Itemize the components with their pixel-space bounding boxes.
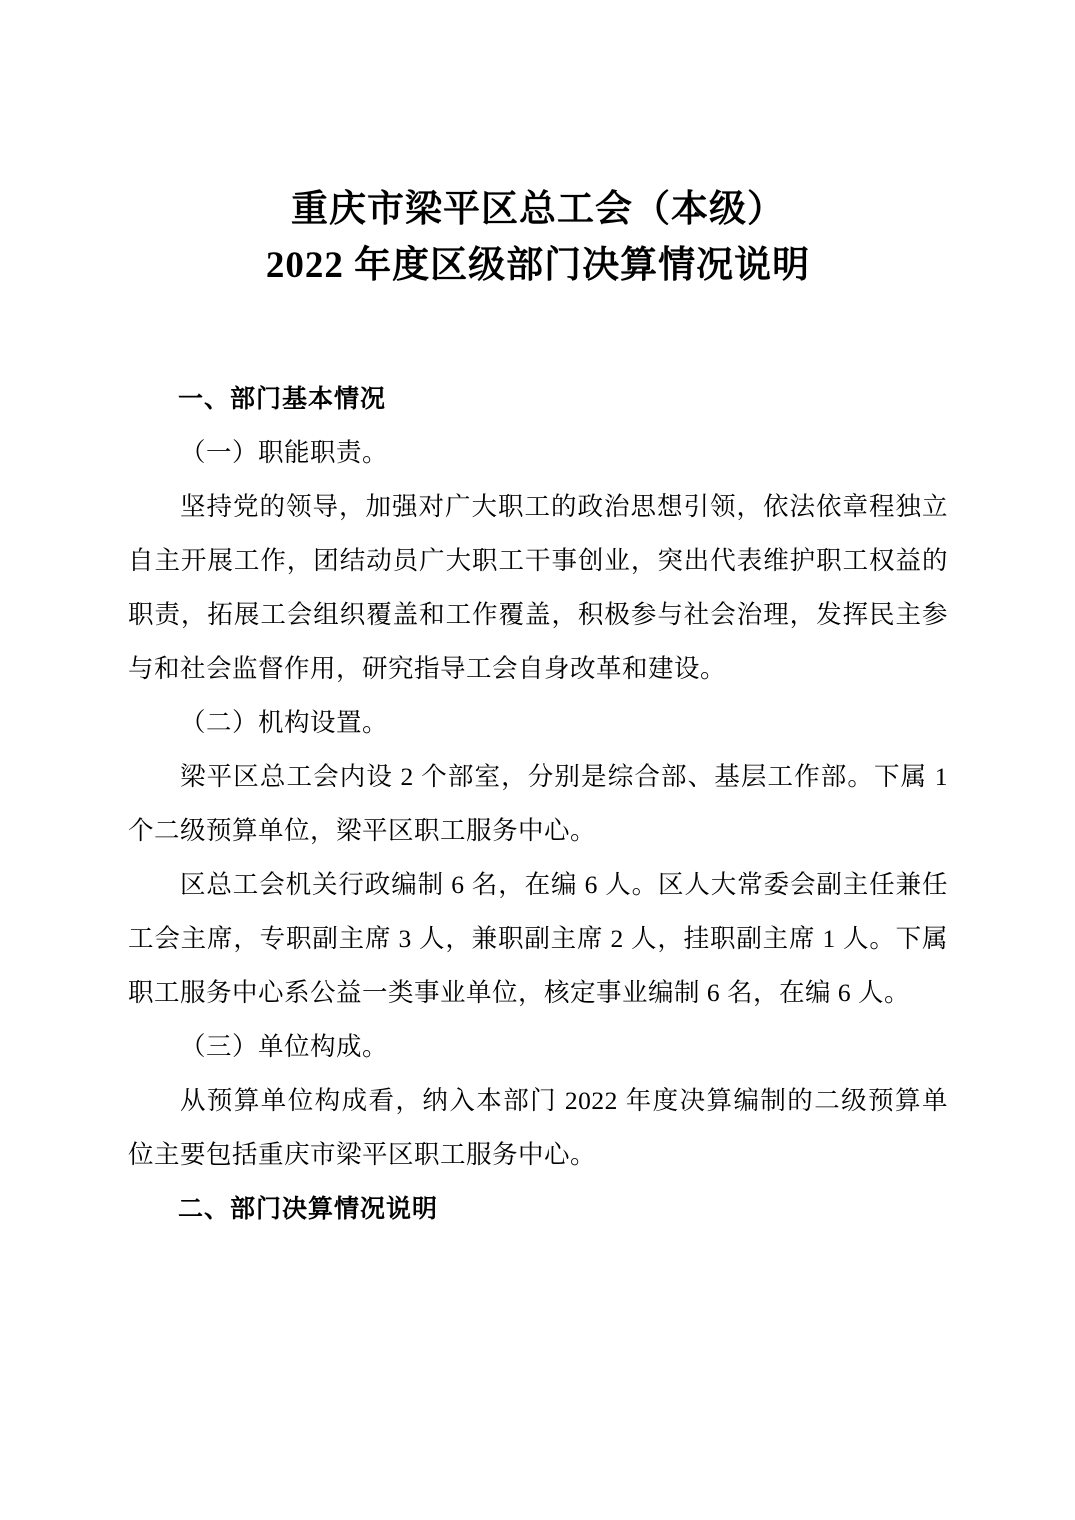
title-text-line-2: 2022 年度区级部门决算情况说明 bbox=[265, 245, 811, 286]
subheading-org-structure: （二）机构设置。 bbox=[180, 708, 389, 737]
document-title-line-1 bbox=[128, 182, 948, 238]
document-content bbox=[128, 0, 948, 1236]
section-heading-final-accounts: 二、部门决算情况说明 bbox=[178, 1194, 439, 1223]
paragraph-unit-composition-body: 从预算单位构成看，纳入本部门 2022 年度决算编制的二级预算单位主要包括重庆市梁平区职工服务中心。 bbox=[128, 1086, 948, 1169]
document-title-line-2 bbox=[128, 238, 948, 294]
paragraph-duties-body: 坚持党的领导，加强对广大职工的政治思想引领，依法依章程独立自主开展工作，团结动员广大职工干事创业，突出代表维护职工权益的职责，拓展工会组织覆盖和工作覆盖，积极参与社会治理，发挥民主参与和社会监督作用，研究指导工会自身改革和建设。 bbox=[128, 492, 948, 683]
subheading-unit-composition: （三）单位构成。 bbox=[180, 1032, 389, 1061]
section-heading-basic-info: 一、部门基本情况 bbox=[178, 384, 387, 413]
title-text-line-1: 重庆市梁平区总工会（本级） bbox=[291, 189, 785, 230]
paragraph-org-departments: 梁平区总工会内设 2 个部室，分别是综合部、基层工作部。下属 1 个二级预算单位，梁平区职工服务中心。 bbox=[128, 762, 948, 845]
paragraph-org-staffing: 区总工会机关行政编制 6 名，在编 6 人。区人大常委会副主任兼任工会主席，专职副主席 3 人，兼职副主席 2 人，挂职副主席 1 人。下属职工服务中心系公益一类事业单位，核定事业编制 6 名，在编 6 人。 bbox=[128, 870, 948, 1007]
document-title bbox=[128, 182, 948, 294]
subheading-duties: （一）职能职责。 bbox=[180, 438, 389, 467]
